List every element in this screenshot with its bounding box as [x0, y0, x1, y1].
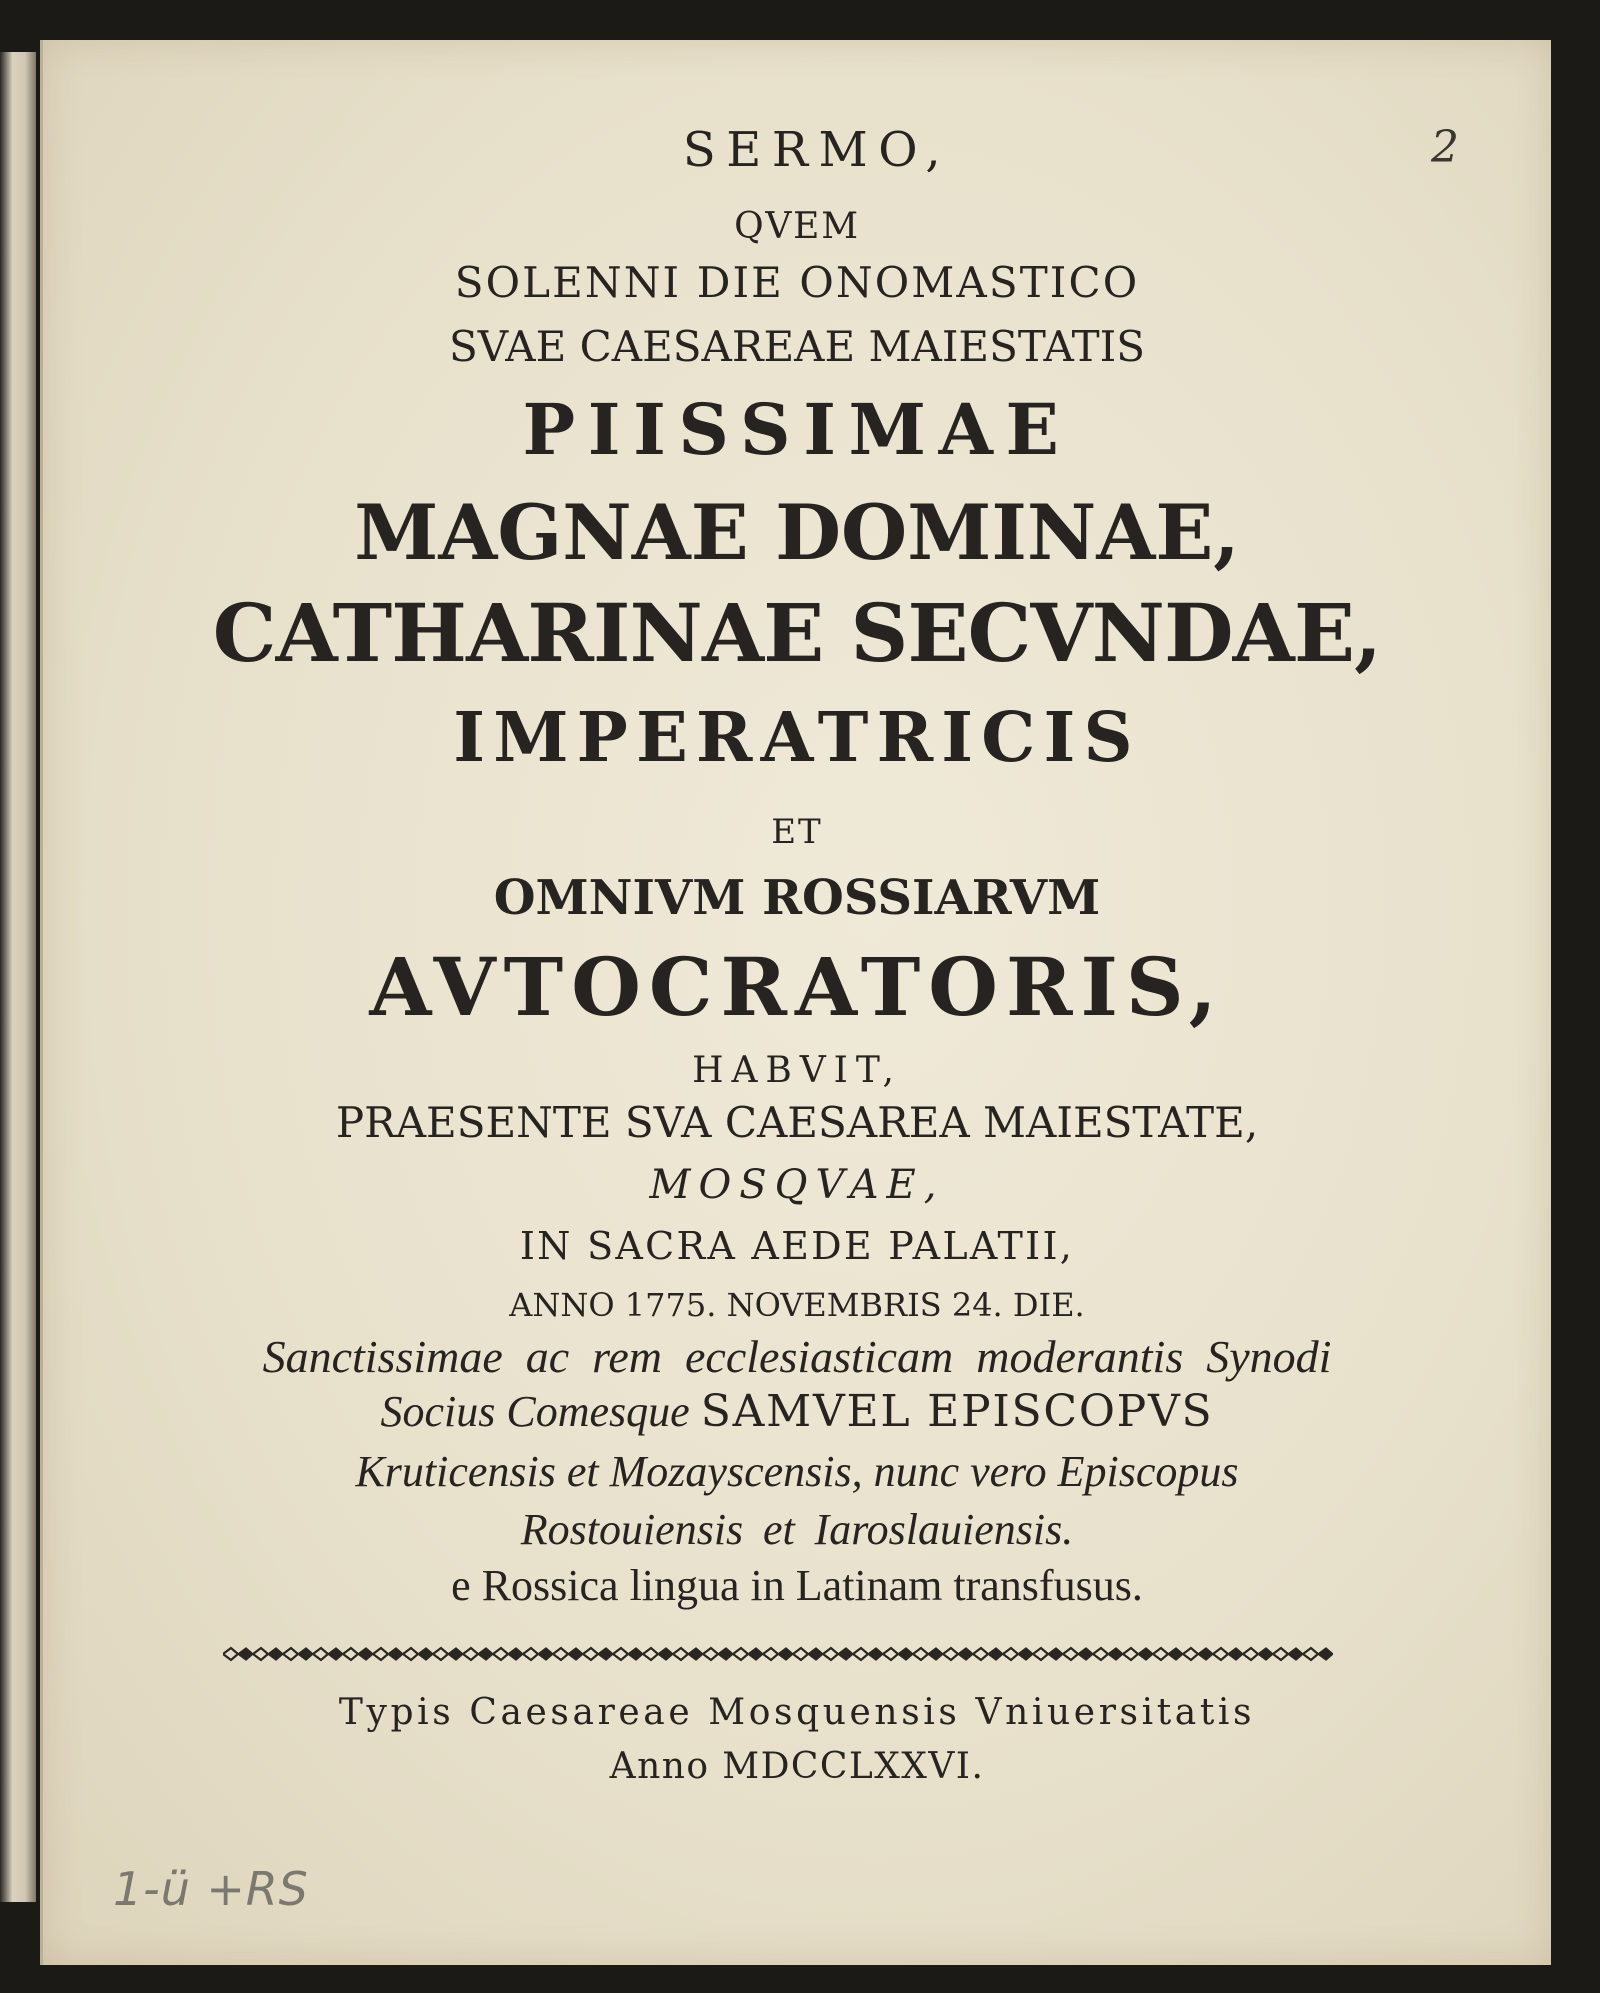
title-line-rostouiensis: Rostouiensis et Iaroslauiensis.	[520, 1505, 1074, 1554]
title-page	[40, 40, 1551, 1965]
title-line-suae: SVAE CAESAREAE MAIESTATIS	[449, 322, 1145, 371]
title-line-solenni: SOLENNI DIE ONOMASTICO	[454, 258, 1140, 307]
title-line-socius	[43, 1386, 1551, 1437]
title-line-socius-italic: Socius Comesque	[380, 1387, 690, 1436]
title-line-samuel-episcopus: SAMVEL EPISCOPVS	[700, 1386, 1214, 1437]
imprint-line-anno: Anno MDCCLXXVI.	[609, 1746, 985, 1787]
title-line-quem: QVEM	[734, 206, 860, 247]
title-line-autocratoris: AVTOCRATORIS,	[369, 940, 1225, 1034]
title-line-habuit: HABVIT,	[692, 1050, 902, 1091]
title-line-in-sacra-aede: IN SACRA AEDE PALATII,	[519, 1224, 1075, 1268]
title-line-sanctissimae: Sanctissimae ac rem ecclesiasticam moderantis Synodi	[262, 1331, 1332, 1382]
imprint-line-typis: Typis Caesareae Mosquensis Vniuersitatis	[338, 1692, 1256, 1733]
title-line-praesente: PRAESENTE SVA CAESAREA MAIESTATE,	[335, 1098, 1259, 1147]
title-line-et: ET	[771, 812, 823, 852]
title-line-piissimae: PIISSIMAE	[522, 388, 1072, 471]
pencil-shelfmark-note: 1-ü +RS	[113, 1862, 309, 1916]
title-line-omnium: OMNIVM ROSSIARVM	[493, 870, 1101, 926]
title-line-sermo: SERMO,	[682, 122, 952, 178]
book-binding-edge	[0, 52, 36, 1902]
title-line-magnae-dominae: MAGNAE DOMINAE,	[354, 488, 1240, 577]
title-line-transfusus: e Rossica lingua in Latinam transfusus.	[451, 1561, 1143, 1610]
ornamental-divider	[223, 1644, 1333, 1664]
title-line-kruticensis: Kruticensis et Mozayscensis, nunc vero Episcopus	[355, 1447, 1239, 1496]
page-number-mark: 2	[1431, 122, 1459, 173]
title-line-catharinae: CATHARINAE SECVNDAE,	[212, 586, 1382, 680]
title-line-anno-1775: ANNO 1775. NOVEMBRIS 24. DIE.	[509, 1286, 1085, 1324]
title-line-imperatricis: IMPERATRICIS	[453, 698, 1141, 778]
title-line-mosquae: MOSQVAE,	[649, 1162, 945, 1208]
